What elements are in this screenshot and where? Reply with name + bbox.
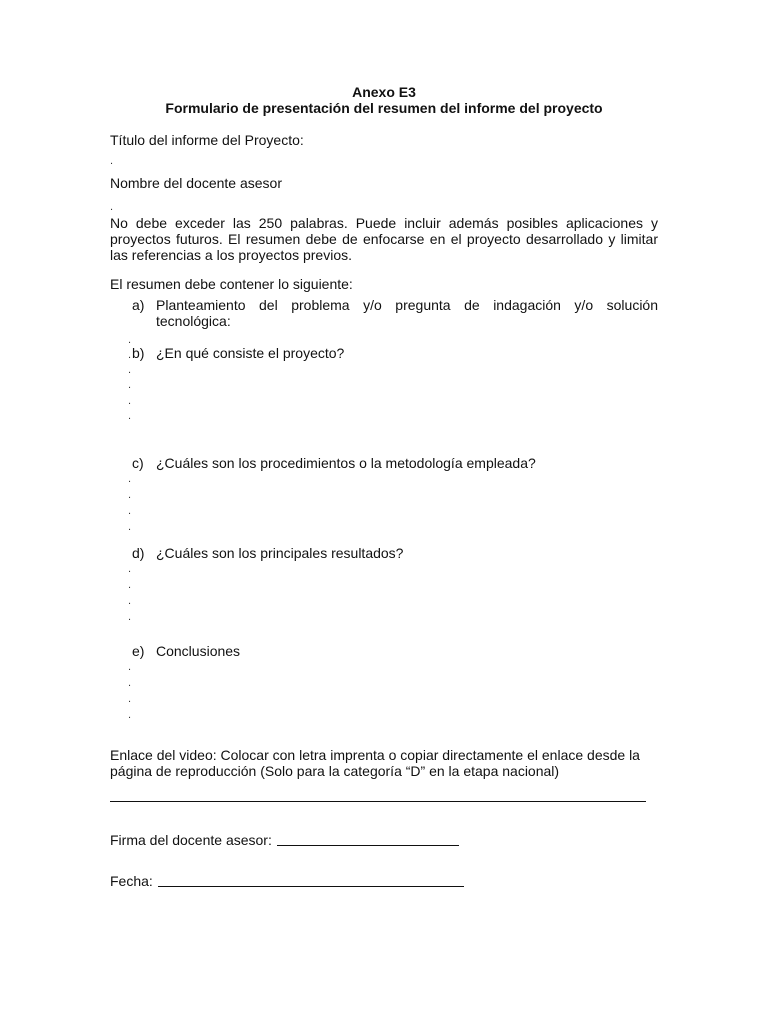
item-e-letter: e) <box>132 643 145 659</box>
bullet-dot: . <box>128 709 132 721</box>
bullet-dot: . <box>128 677 132 689</box>
bullet-dot: . <box>128 379 132 391</box>
bullet-dot: . <box>128 489 132 501</box>
bullet-dot: . <box>128 395 132 407</box>
signature-label: Firma del docente asesor: <box>110 832 272 848</box>
bullet-dot: . <box>110 155 114 167</box>
bullet-dot: . <box>128 693 132 705</box>
bullet-dot: . <box>128 595 132 607</box>
advisor-name-label: Nombre del docente asesor <box>110 175 282 191</box>
bullet-dot: . <box>128 364 132 376</box>
date-label: Fecha: <box>110 873 153 889</box>
instructions-paragraph: No debe exceder las 250 palabras. Puede incluir además posibles aplicaciones y proyectos futuros. El resumen debe de enfocarse en el proyecto desarrollado y limitar las referencias a los proyectos previos. <box>110 215 658 263</box>
bullet-dot: . <box>128 410 132 422</box>
item-a-letter: a) <box>132 297 145 313</box>
bullet-dot: . <box>128 505 132 517</box>
form-title: Formulario de presentación del resumen del informe del proyecto <box>165 100 603 116</box>
bullet-dot: . <box>128 521 132 533</box>
item-b-text: ¿En qué consiste el proyecto? <box>156 345 345 361</box>
bullet-dot: . <box>128 334 132 346</box>
summary-intro: El resumen debe contener lo siguiente: <box>110 276 353 292</box>
item-c-text: ¿Cuáles son los procedimientos o la metodología empleada? <box>156 455 536 471</box>
item-c-letter: c) <box>132 455 144 471</box>
annex-heading: Anexo E3 <box>352 84 416 100</box>
date-line[interactable] <box>158 886 464 887</box>
item-d-letter: d) <box>132 545 145 561</box>
bullet-dot: . <box>128 563 132 575</box>
project-title-label: Título del informe del Proyecto: <box>110 132 304 148</box>
item-b-letter: b) <box>132 345 145 361</box>
bullet-dot: . <box>128 661 132 673</box>
item-d-text: ¿Cuáles son los principales resultados? <box>156 545 404 561</box>
bullet-dot: . <box>128 611 132 623</box>
item-e-text: Conclusiones <box>156 643 241 659</box>
bullet-dot: . <box>128 349 132 361</box>
video-link-label: Enlace del video: Colocar con letra imprenta o copiar directamente el enlace desde la página de reproducción (Solo para la categoría “D” en la etapa nacional) <box>110 747 640 779</box>
bullet-dot: . <box>128 579 132 591</box>
video-link-line[interactable] <box>110 801 646 802</box>
bullet-dot: . <box>128 473 132 485</box>
item-a-text: Planteamiento del problema y/o pregunta de indagación y/o solución tecnológica: <box>156 297 658 329</box>
bullet-dot: . <box>110 201 114 213</box>
signature-line[interactable] <box>277 845 459 846</box>
